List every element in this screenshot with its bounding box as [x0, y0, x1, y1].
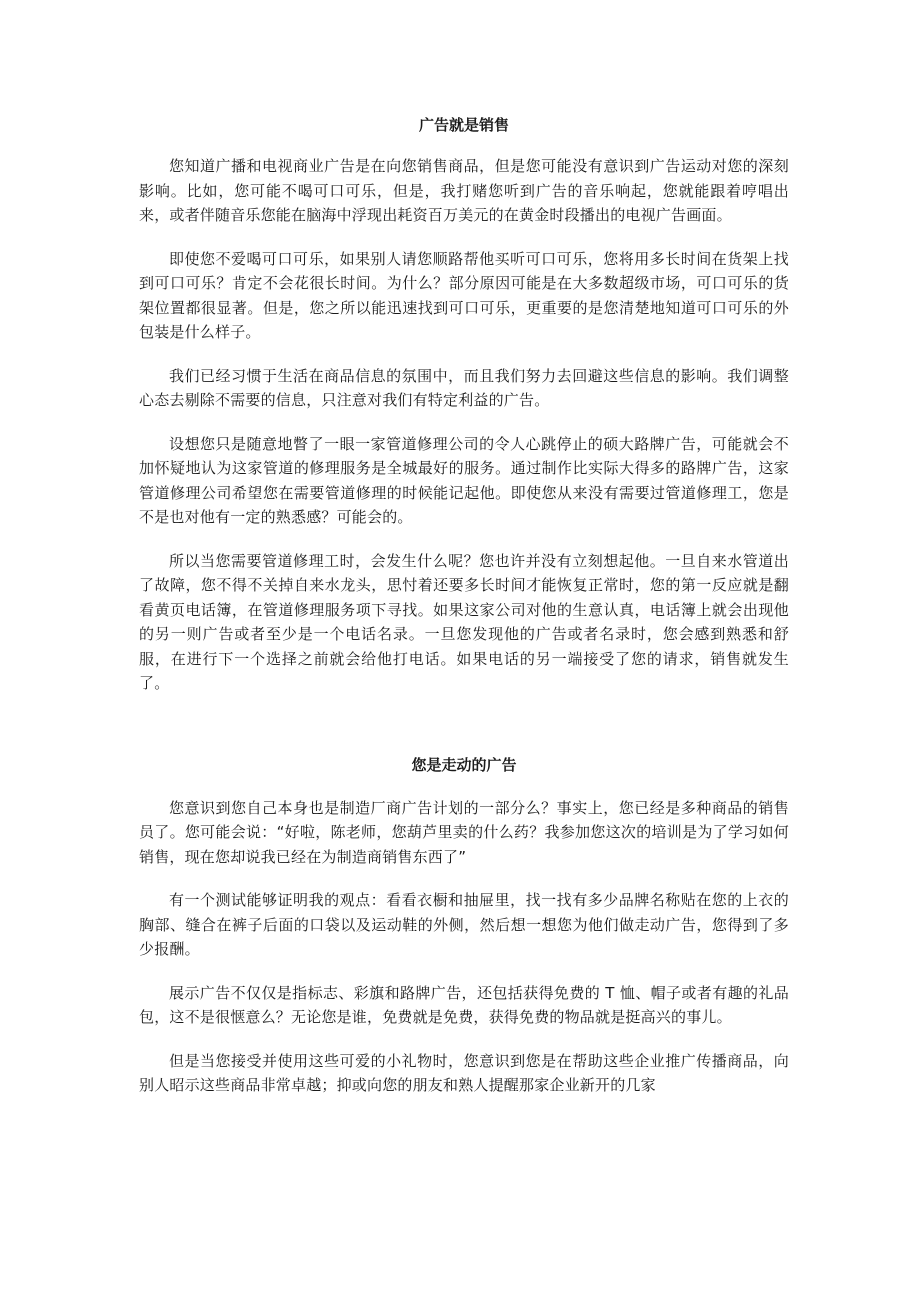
paragraph: 您知道广播和电视商业广告是在向您销售商品，但是您可能没有意识到广告运动对您的深刻影响。比如，您可能不喝可口可乐，但是，我打赌您听到广告的音乐响起，您就能跟着哼唱出来，或者伴随音乐您能在脑海中浮现出耗资百万美元的在黄金时段播出的电视广告画面。 [139, 157, 789, 224]
section-spacer [139, 696, 789, 752]
paragraph: 即使您不爱喝可口可乐，如果别人请您顺路帮他买听可口可乐，您将用多长时间在货架上找到可口可乐？肯定不会花很长时间。为什么？部分原因可能是在大多数超级市场，可口可乐的货架位置都很显著。但是，您之所以能迅速找到可口可乐，更重要的是您清楚地知道可口可乐的外包装是什么样子。 [139, 249, 789, 341]
paragraph: 但是当您接受并使用这些可爱的小礼物时，您意识到您是在帮助这些企业推广传播商品，向别人昭示这些商品非常卓越；抑或向您的朋友和熟人提醒那家企业新开的几家 [139, 1051, 789, 1094]
paragraph: 展示广告不仅仅是指标志、彩旗和路牌广告，还包括获得免费的 T 恤、帽子或者有趣的礼品包，这不是很惬意么？无论您是谁，免费就是免费，获得免费的物品就是挺高兴的事儿。 [139, 983, 789, 1026]
paragraph: 有一个测试能够证明我的观点：看看衣橱和抽屉里，找一找有多少品牌名称贴在您的上衣的胸部、缝合在裤子后面的口袋以及运动鞋的外侧，然后想一想您为他们做走动广告，您得到了多少报酬。 [139, 891, 789, 958]
paragraph: 您意识到您自己本身也是制造厂商广告计划的一部分么？事实上，您已经是多种商品的销售员了。您可能会说：“好啦，陈老师，您葫芦里卖的什么药？我参加您这次的培训是为了学习如何销售，现在您却说我已经在为制造商销售东西了” [139, 798, 789, 866]
paragraph: 所以当您需要管道修理工时，会发生什么呢？您也许并没有立刻想起他。一旦自来水管道出了故障，您不得不关掉自来水龙头，思忖着还要多长时间才能恢复正常时，您的第一反应就是翻看黄页电话簿，在管道修理服务项下寻找。如果这家公司对他的生意认真，电话簿上就会出现他的另一则广告或者至少是一个电话名录。一旦您发现他的广告或者名录时，您会感到熟悉和舒服，在进行下一个选择之前就会给他打电话。如果电话的另一端接受了您的请求，销售就发生了。 [139, 551, 789, 692]
section-title-advertising-is-selling: 广告就是销售 [418, 116, 509, 134]
paragraph: 我们已经习惯于生活在商品信息的氛围中，而且我们努力去回避这些信息的影响。我们调整心态去剔除不需要的信息，只注意对我们有特定利益的广告。 [139, 366, 789, 409]
paragraph: 设想您只是随意地瞥了一眼一家管道修理公司的令人心跳停止的硕大路牌广告，可能就会不加怀疑地认为这家管道的修理服务是全城最好的服务。通过制作比实际大得多的路牌广告，这家管道修理公司希望您在需要管道修理的时候能记起他。即使您从来没有需要过管道修理工，您是不是也对他有一定的熟悉感？可能会的。 [139, 434, 789, 526]
document-page [139, 112, 789, 1098]
section-title-walking-advertisement: 您是走动的广告 [411, 755, 517, 774]
